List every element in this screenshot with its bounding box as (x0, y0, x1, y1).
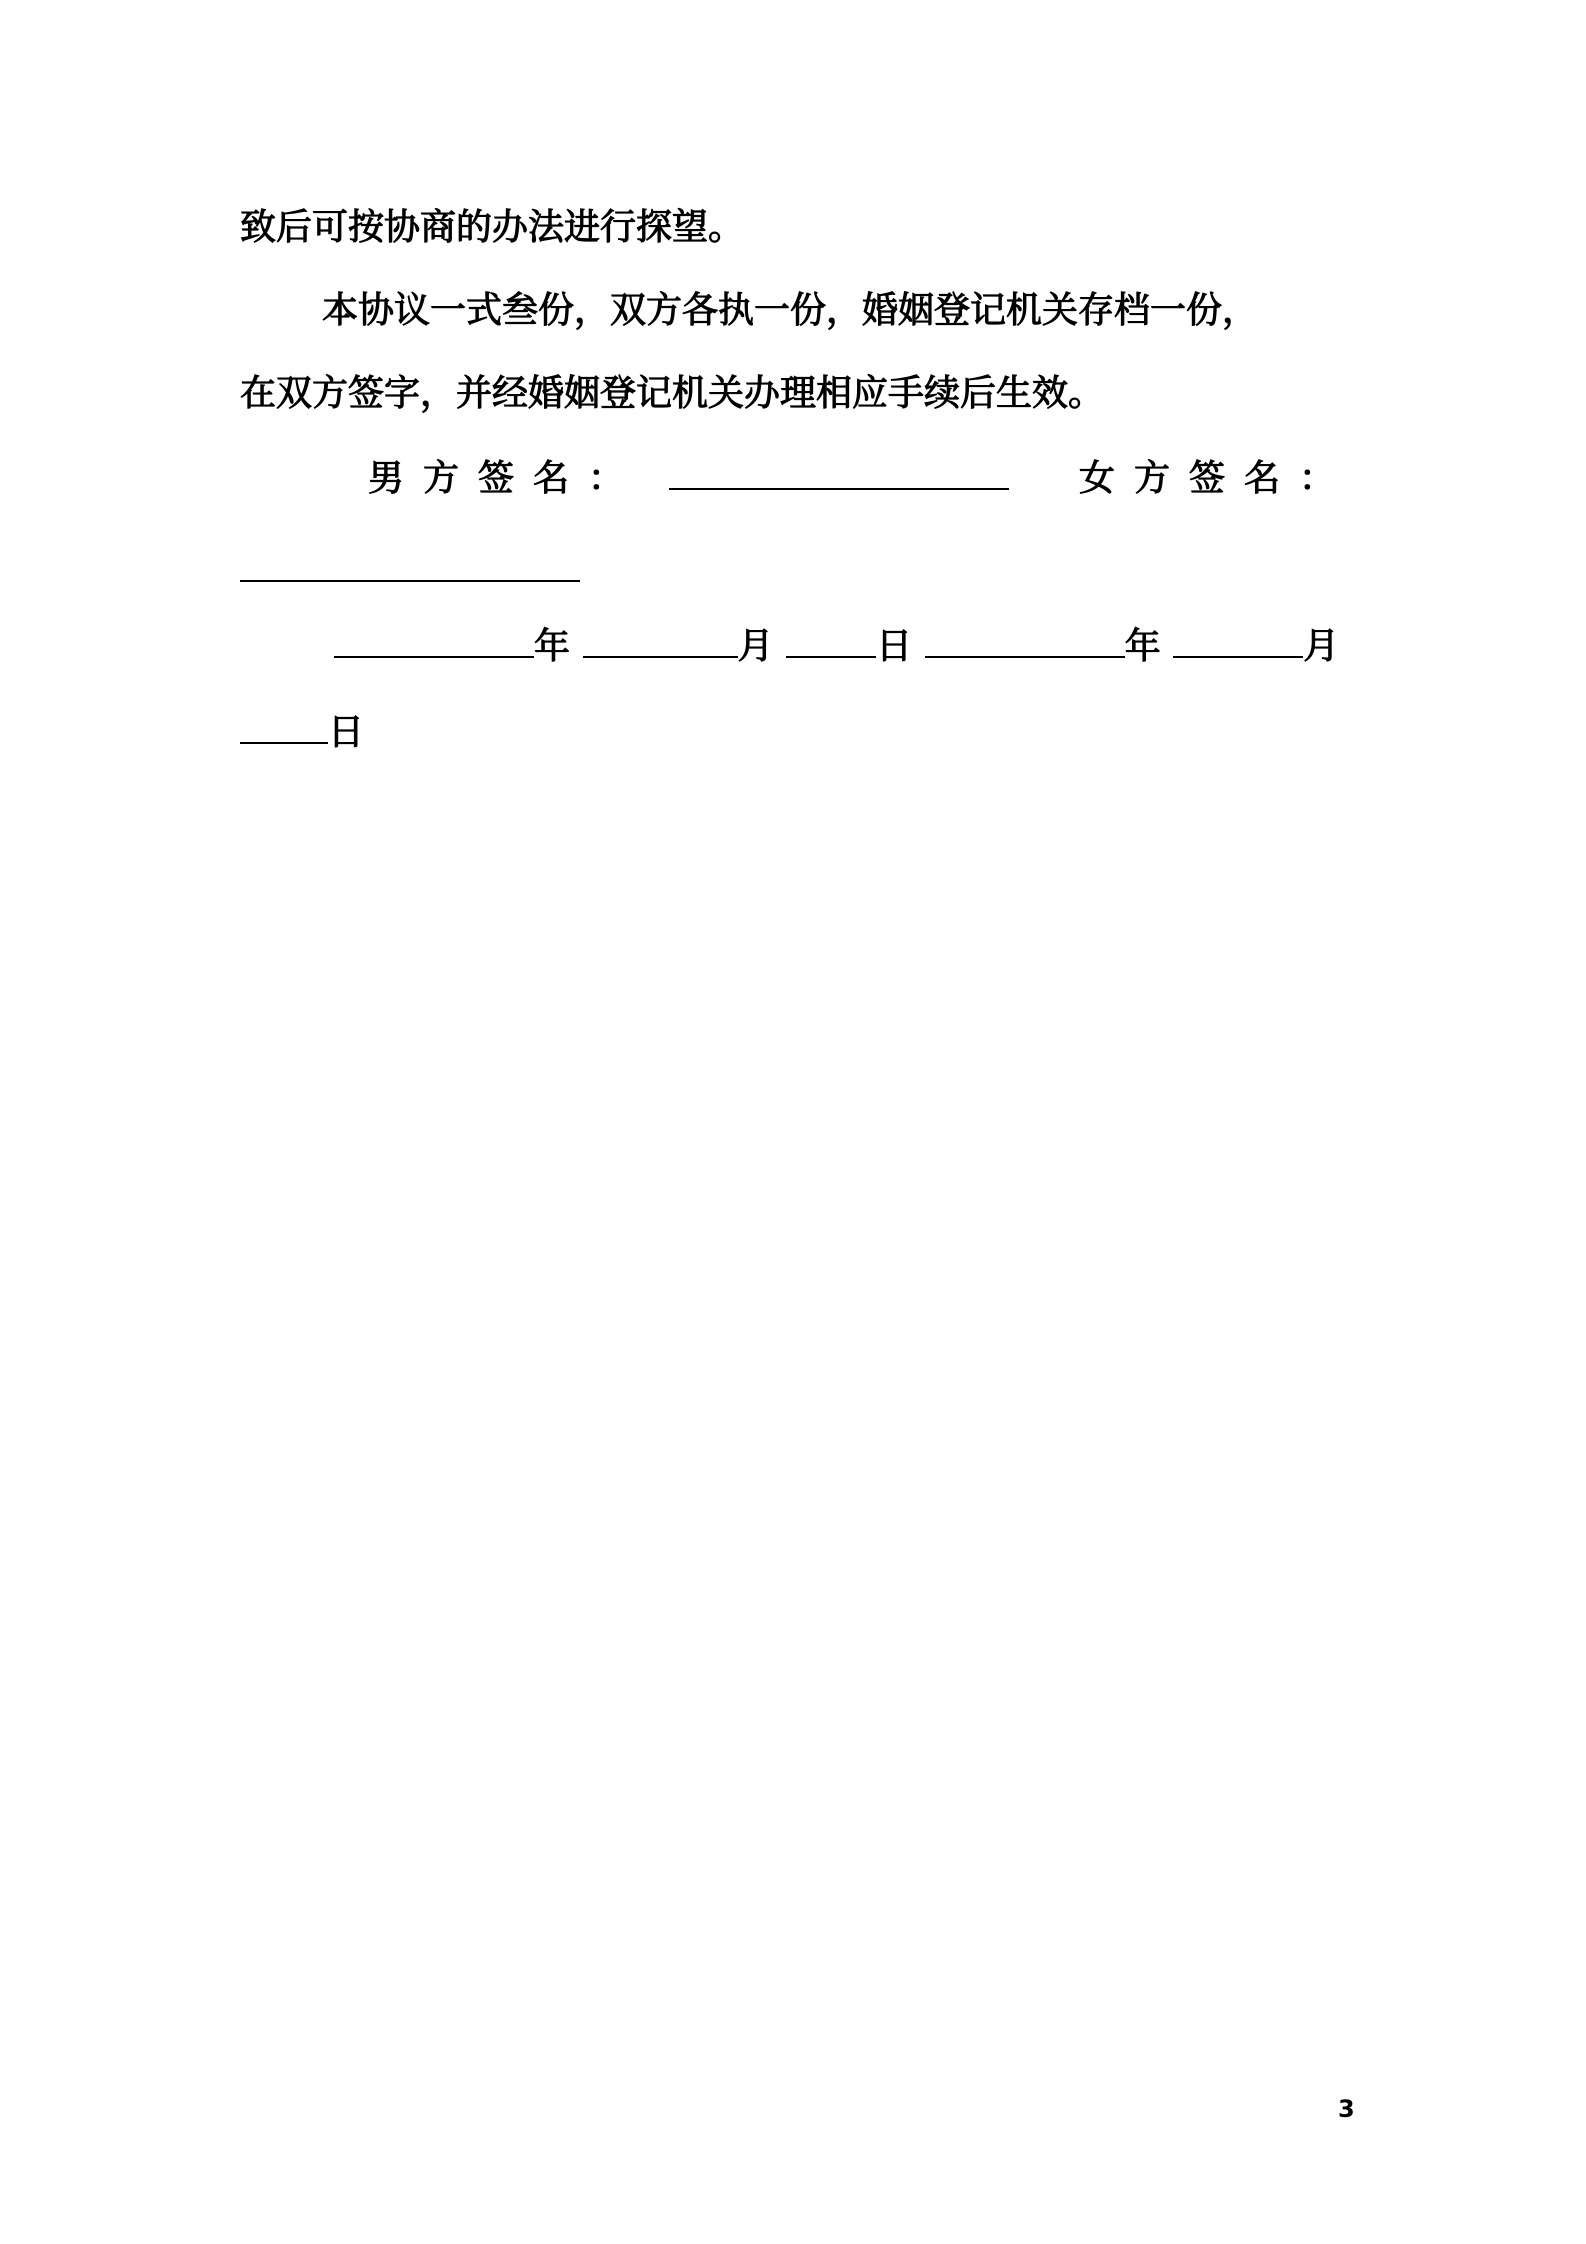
male-month-blank[interactable] (583, 620, 738, 658)
female-day-label: 日 (328, 712, 365, 753)
page-number: 3 (1338, 2095, 1355, 2123)
male-day-blank[interactable] (786, 620, 876, 658)
female-signature-continuation (240, 544, 1350, 596)
copies-clause-line-2: 在双方签字，并经婚姻登记机关办理相应手续后生效。 (240, 373, 1105, 414)
female-month-label: 月 (1303, 626, 1340, 667)
female-signature-blank[interactable] (240, 544, 580, 582)
male-year-blank[interactable] (334, 620, 534, 658)
signature-row (240, 452, 1355, 504)
paragraph-continuation: 致后可按协商的办法进行探望。 (240, 207, 745, 248)
date-row (334, 620, 1354, 672)
male-signature-label: 男方签名： (368, 458, 644, 499)
copies-clause-line-1: 本协议一式叁份，双方各执一份，婚姻登记机关存档一份， (322, 290, 1259, 331)
female-year-blank[interactable] (925, 620, 1125, 658)
male-signature-blank[interactable] (669, 452, 1009, 490)
female-signature-label: 女方签名： (1079, 458, 1355, 499)
female-year-label: 年 (1124, 626, 1161, 667)
male-day-label: 日 (876, 626, 913, 667)
male-year-label: 年 (534, 626, 571, 667)
female-day-row (240, 706, 1350, 758)
female-day-blank[interactable] (240, 706, 328, 744)
female-month-blank[interactable] (1173, 620, 1303, 658)
male-month-label: 月 (737, 626, 774, 667)
